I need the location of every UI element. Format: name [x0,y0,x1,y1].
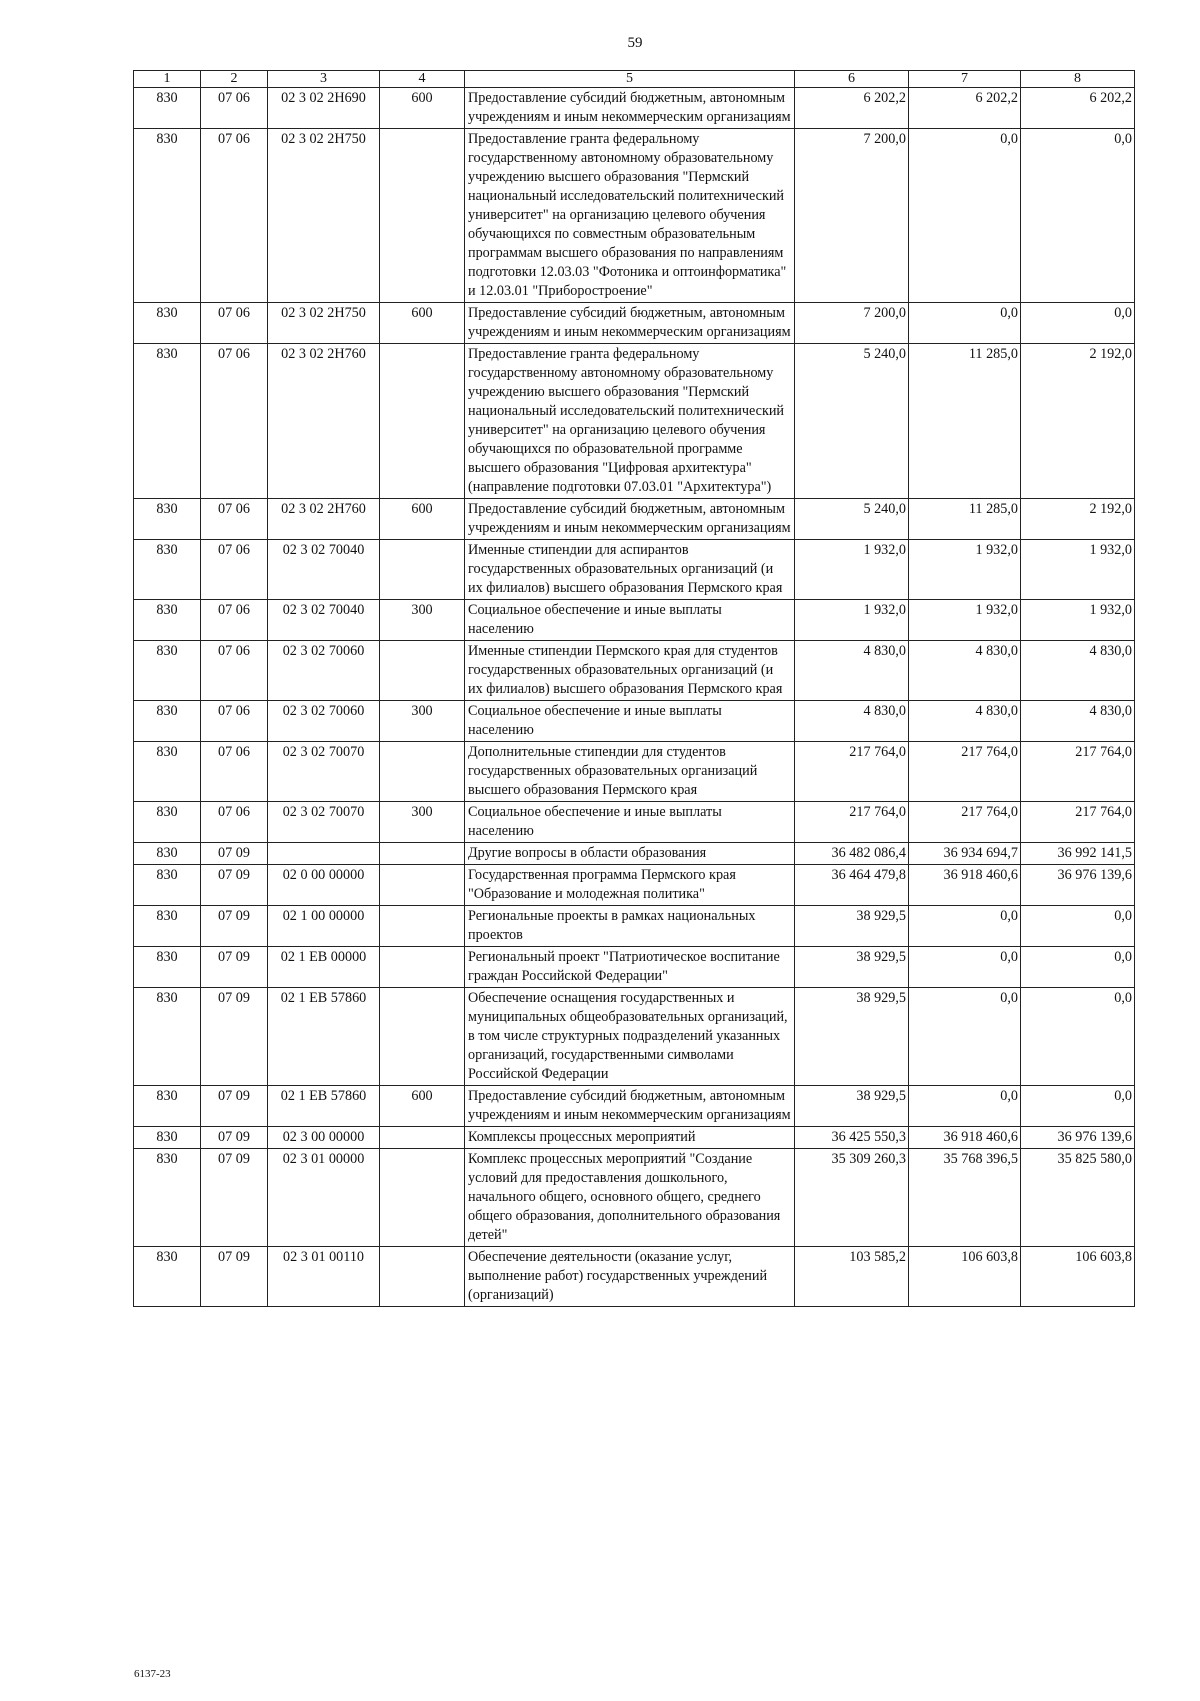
amount-cell-col8: 0,0 [1021,988,1135,1086]
expense-type-cell [380,988,465,1086]
amount-cell-col8: 0,0 [1021,947,1135,988]
expense-type-cell [380,344,465,499]
admin-code-cell: 830 [134,865,201,906]
table-row [134,742,1135,802]
amount-cell-col8: 0,0 [1021,906,1135,947]
target-article-cell: 02 3 02 2Н750 [268,129,380,303]
amount-cell-col8: 106 603,8 [1021,1247,1135,1307]
description-cell: Предоставление субсидий бюджетным, автономным учреждениям и иным некоммерческим организациям [465,88,795,129]
expense-type-cell [380,906,465,947]
amount-cell-col8: 1 932,0 [1021,540,1135,600]
amount-cell-col6: 38 929,5 [795,906,909,947]
description-cell: Региональные проекты в рамках национальных проектов [465,906,795,947]
amount-cell-col7: 217 764,0 [909,742,1021,802]
target-article-cell: 02 1 00 00000 [268,906,380,947]
table-body [134,88,1135,1307]
amount-cell-col6: 217 764,0 [795,742,909,802]
section-cell: 07 06 [201,701,268,742]
description-cell: Обеспечение деятельности (оказание услуг, выполнение работ) государственных учреждений (организаций) [465,1247,795,1307]
expense-type-cell: 600 [380,499,465,540]
amount-cell-col7: 11 285,0 [909,344,1021,499]
description-cell: Предоставление субсидий бюджетным, автономным учреждениям и иным некоммерческим организациям [465,1086,795,1127]
expense-type-cell [380,1247,465,1307]
amount-cell-col6: 1 932,0 [795,600,909,641]
description-cell: Региональный проект "Патриотическое воспитание граждан Российской Федерации" [465,947,795,988]
expense-type-cell [380,641,465,701]
target-article-cell: 02 3 02 70040 [268,600,380,641]
amount-cell-col8: 4 830,0 [1021,701,1135,742]
section-cell: 07 09 [201,988,268,1086]
description-cell: Комплексы процессных мероприятий [465,1127,795,1149]
target-article-cell: 02 3 02 70040 [268,540,380,600]
amount-cell-col7: 0,0 [909,129,1021,303]
expense-type-cell [380,1127,465,1149]
table-row [134,701,1135,742]
amount-cell-col7: 4 830,0 [909,641,1021,701]
target-article-cell: 02 1 EB 57860 [268,988,380,1086]
amount-cell-col8: 2 192,0 [1021,344,1135,499]
admin-code-cell: 830 [134,641,201,701]
expense-type-cell [380,947,465,988]
section-cell: 07 06 [201,641,268,701]
target-article-cell: 02 1 EB 57860 [268,1086,380,1127]
target-article-cell: 02 3 01 00110 [268,1247,380,1307]
target-article-cell: 02 3 02 2Н760 [268,499,380,540]
amount-cell-col6: 6 202,2 [795,88,909,129]
description-cell: Предоставление субсидий бюджетным, автономным учреждениям и иным некоммерческим организациям [465,303,795,344]
column-header: 7 [909,71,1021,88]
amount-cell-col7: 106 603,8 [909,1247,1021,1307]
admin-code-cell: 830 [134,906,201,947]
amount-cell-col6: 217 764,0 [795,802,909,843]
column-header: 3 [268,71,380,88]
amount-cell-col8: 6 202,2 [1021,88,1135,129]
amount-cell-col7: 0,0 [909,303,1021,344]
description-cell: Предоставление субсидий бюджетным, автономным учреждениям и иным некоммерческим организациям [465,499,795,540]
section-cell: 07 06 [201,540,268,600]
amount-cell-col8: 36 992 141,5 [1021,843,1135,865]
section-cell: 07 09 [201,865,268,906]
expense-type-cell [380,540,465,600]
table-row [134,344,1135,499]
amount-cell-col6: 35 309 260,3 [795,1149,909,1247]
section-cell: 07 06 [201,88,268,129]
amount-cell-col7: 6 202,2 [909,88,1021,129]
description-cell: Комплекс процессных мероприятий "Создание условий для предоставления дошкольного, начального общего, основного общего, среднего общего образования, дополнительного образования детей" [465,1149,795,1247]
target-article-cell: 02 3 02 2Н690 [268,88,380,129]
section-cell: 07 09 [201,1149,268,1247]
admin-code-cell: 830 [134,303,201,344]
admin-code-cell: 830 [134,129,201,303]
amount-cell-col7: 1 932,0 [909,600,1021,641]
amount-cell-col6: 5 240,0 [795,344,909,499]
amount-cell-col7: 0,0 [909,988,1021,1086]
table-row [134,843,1135,865]
table-row [134,1086,1135,1127]
column-header: 1 [134,71,201,88]
expense-type-cell: 600 [380,88,465,129]
section-cell: 07 09 [201,906,268,947]
description-cell: Социальное обеспечение и иные выплаты населению [465,802,795,843]
description-cell: Дополнительные стипендии для студентов государственных образовательных организаций высшего образования Пермского края [465,742,795,802]
description-cell: Социальное обеспечение и иные выплаты населению [465,701,795,742]
table-row [134,641,1135,701]
amount-cell-col7: 36 918 460,6 [909,865,1021,906]
section-cell: 07 06 [201,344,268,499]
amount-cell-col7: 11 285,0 [909,499,1021,540]
table-row [134,802,1135,843]
table-row [134,1127,1135,1149]
header-row [134,71,1135,88]
target-article-cell: 02 3 02 70070 [268,742,380,802]
amount-cell-col6: 103 585,2 [795,1247,909,1307]
column-header: 5 [465,71,795,88]
section-cell: 07 06 [201,499,268,540]
document-code: 6137-23 [134,1668,171,1680]
table-row [134,129,1135,303]
table-row [134,540,1135,600]
admin-code-cell: 830 [134,843,201,865]
admin-code-cell: 830 [134,1127,201,1149]
admin-code-cell: 830 [134,742,201,802]
expense-type-cell: 600 [380,1086,465,1127]
target-article-cell: 02 3 02 70060 [268,701,380,742]
amount-cell-col7: 36 934 694,7 [909,843,1021,865]
admin-code-cell: 830 [134,701,201,742]
amount-cell-col8: 2 192,0 [1021,499,1135,540]
target-article-cell [268,843,380,865]
target-article-cell: 02 3 00 00000 [268,1127,380,1149]
budget-table [133,70,1135,1307]
amount-cell-col7: 36 918 460,6 [909,1127,1021,1149]
target-article-cell: 02 1 EB 00000 [268,947,380,988]
table-row [134,906,1135,947]
expense-type-cell [380,742,465,802]
admin-code-cell: 830 [134,802,201,843]
target-article-cell: 02 3 01 00000 [268,1149,380,1247]
description-cell: Именные стипендии Пермского края для студентов государственных образовательных организаций (и их филиалов) высшего образования Пермского края [465,641,795,701]
amount-cell-col6: 4 830,0 [795,701,909,742]
admin-code-cell: 830 [134,1247,201,1307]
admin-code-cell: 830 [134,600,201,641]
expense-type-cell: 300 [380,600,465,641]
table-row [134,988,1135,1086]
section-cell: 07 09 [201,1127,268,1149]
amount-cell-col6: 4 830,0 [795,641,909,701]
section-cell: 07 09 [201,1086,268,1127]
table-row [134,600,1135,641]
amount-cell-col6: 7 200,0 [795,129,909,303]
amount-cell-col7: 4 830,0 [909,701,1021,742]
column-header: 2 [201,71,268,88]
table-row [134,1247,1135,1307]
expense-type-cell [380,843,465,865]
amount-cell-col8: 1 932,0 [1021,600,1135,641]
target-article-cell: 02 0 00 00000 [268,865,380,906]
target-article-cell: 02 3 02 70060 [268,641,380,701]
admin-code-cell: 830 [134,540,201,600]
admin-code-cell: 830 [134,947,201,988]
table-row [134,88,1135,129]
amount-cell-col6: 36 425 550,3 [795,1127,909,1149]
amount-cell-col6: 36 482 086,4 [795,843,909,865]
amount-cell-col6: 38 929,5 [795,947,909,988]
table-row [134,947,1135,988]
admin-code-cell: 830 [134,1086,201,1127]
amount-cell-col6: 5 240,0 [795,499,909,540]
target-article-cell: 02 3 02 2Н760 [268,344,380,499]
amount-cell-col8: 0,0 [1021,1086,1135,1127]
amount-cell-col8: 217 764,0 [1021,742,1135,802]
section-cell: 07 06 [201,129,268,303]
amount-cell-col7: 1 932,0 [909,540,1021,600]
column-header: 8 [1021,71,1135,88]
expense-type-cell: 300 [380,701,465,742]
expense-type-cell [380,129,465,303]
expense-type-cell [380,1149,465,1247]
amount-cell-col8: 4 830,0 [1021,641,1135,701]
section-cell: 07 06 [201,802,268,843]
amount-cell-col8: 0,0 [1021,303,1135,344]
table-row [134,1149,1135,1247]
column-header: 4 [380,71,465,88]
amount-cell-col7: 0,0 [909,947,1021,988]
table-row [134,303,1135,344]
table-row [134,865,1135,906]
description-cell: Государственная программа Пермского края "Образование и молодежная политика" [465,865,795,906]
section-cell: 07 09 [201,1247,268,1307]
description-cell: Предоставление гранта федеральному государственному автономному образовательному учреждению высшего образования "Пермский национальный исследовательский политехнический университет" на организацию целевого обучения обучающихся по образовательной программе высшего образования "Цифровая архитектура" (направление подготовки 07.03.01 "Архитектура") [465,344,795,499]
amount-cell-col7: 0,0 [909,1086,1021,1127]
description-cell: Обеспечение оснащения государственных и муниципальных общеобразовательных организаций, в том числе структурных подразделений указанных организаций, государственными символами Российской Федерации [465,988,795,1086]
expense-type-cell: 600 [380,303,465,344]
amount-cell-col7: 0,0 [909,906,1021,947]
description-cell: Именные стипендии для аспирантов государственных образовательных организаций (и их филиалов) высшего образования Пермского края [465,540,795,600]
amount-cell-col6: 7 200,0 [795,303,909,344]
amount-cell-col8: 217 764,0 [1021,802,1135,843]
expense-type-cell [380,865,465,906]
description-cell: Предоставление гранта федеральному государственному автономному образовательному учреждению высшего образования "Пермский национальный исследовательский политехнический университет" на организацию целевого обучения обучающихся по совместным образовательным программам высшего образования по направлениям подготовки 12.03.03 "Фотоника и оптоинформатика" и 12.03.01 "Приборостроение" [465,129,795,303]
section-cell: 07 09 [201,947,268,988]
admin-code-cell: 830 [134,1149,201,1247]
expense-type-cell: 300 [380,802,465,843]
section-cell: 07 06 [201,303,268,344]
amount-cell-col6: 38 929,5 [795,1086,909,1127]
section-cell: 07 06 [201,600,268,641]
amount-cell-col7: 217 764,0 [909,802,1021,843]
amount-cell-col7: 35 768 396,5 [909,1149,1021,1247]
amount-cell-col8: 36 976 139,6 [1021,1127,1135,1149]
target-article-cell: 02 3 02 2Н750 [268,303,380,344]
amount-cell-col6: 38 929,5 [795,988,909,1086]
amount-cell-col8: 36 976 139,6 [1021,865,1135,906]
amount-cell-col6: 36 464 479,8 [795,865,909,906]
page-number: 59 [627,35,643,51]
admin-code-cell: 830 [134,88,201,129]
admin-code-cell: 830 [134,988,201,1086]
column-header: 6 [795,71,909,88]
description-cell: Социальное обеспечение и иные выплаты населению [465,600,795,641]
section-cell: 07 06 [201,742,268,802]
section-cell: 07 09 [201,843,268,865]
description-cell: Другие вопросы в области образования [465,843,795,865]
amount-cell-col6: 1 932,0 [795,540,909,600]
amount-cell-col8: 35 825 580,0 [1021,1149,1135,1247]
table-row [134,499,1135,540]
admin-code-cell: 830 [134,344,201,499]
target-article-cell: 02 3 02 70070 [268,802,380,843]
admin-code-cell: 830 [134,499,201,540]
amount-cell-col8: 0,0 [1021,129,1135,303]
